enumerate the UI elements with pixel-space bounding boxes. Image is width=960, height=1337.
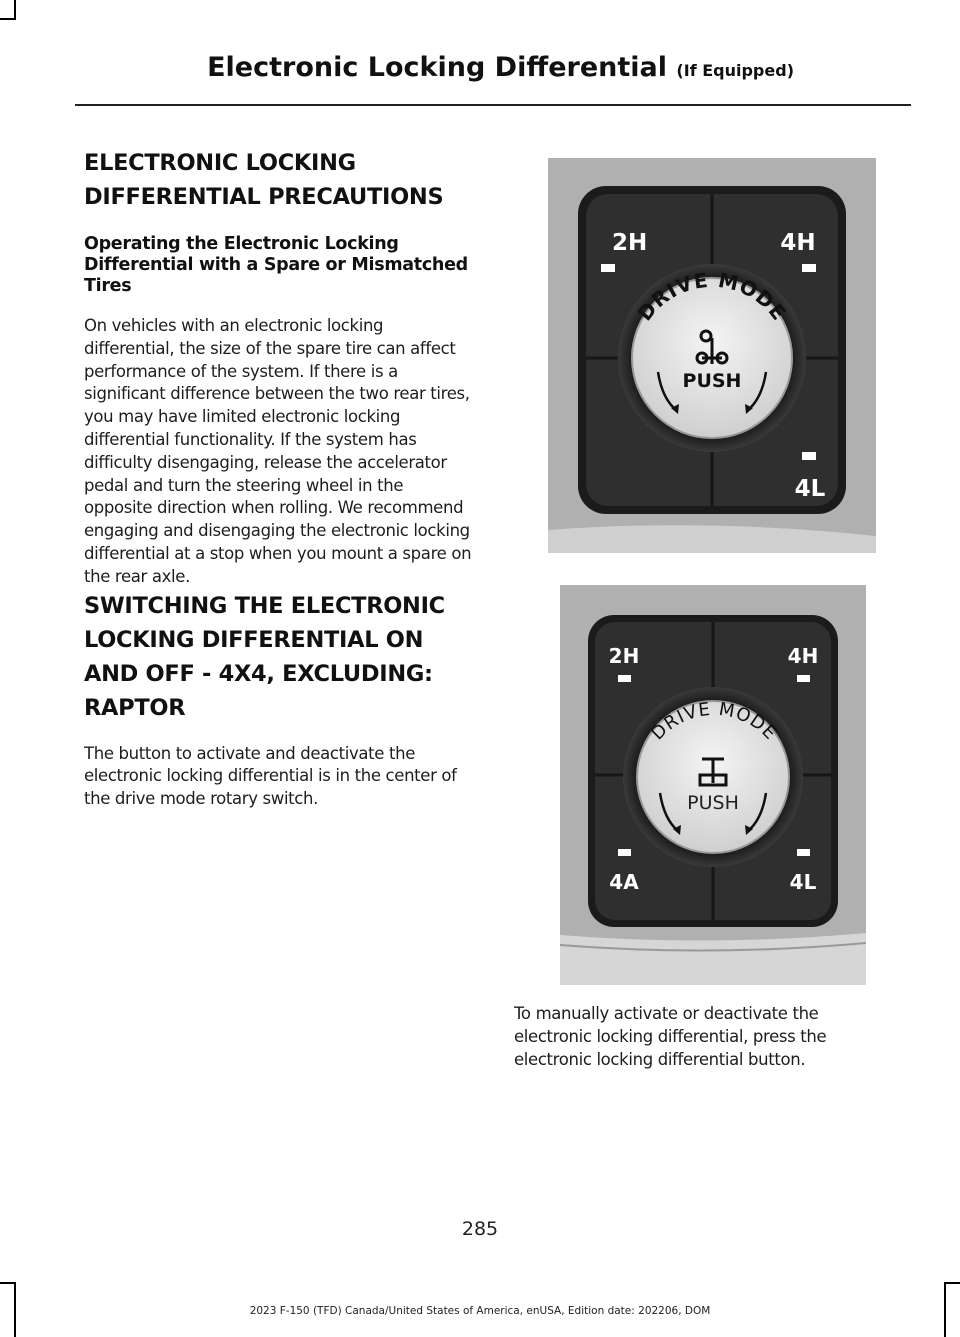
indicator-top-right <box>802 264 816 272</box>
section-heading-precautions: ELECTRONIC LOCKING DIFFERENTIAL PRECAUTIONS <box>84 150 444 210</box>
page-number: 285 <box>461 1218 499 1240</box>
mode-label-top-left: 2H <box>608 644 640 668</box>
mode-label-top-right: 4H <box>780 230 816 256</box>
header-rule <box>75 104 911 106</box>
paragraph-spare-tires: On vehicles with an electronic locking differential, the size of the spare tire can affect performance of the system. If there is a significant difference between the two rear tires, you may have limited electronic locking differential functionality. If the system has difficulty disengaging, release the accelerator pedal and turn the steering wheel in the opposite direction when rolling. We recommend engaging and disengaging the electronic locking differential at a stop when you mount a spare on the rear axle. <box>84 316 472 586</box>
paragraph-button-location: The button to activate and deactivate the electronic locking differential is in the center of the drive mode rotary switch. <box>84 743 457 809</box>
mode-label-bottom-right: 4L <box>794 476 826 502</box>
drive-mode-switch-figure-2 <box>560 585 866 985</box>
page-footer: 2023 F-150 (TFD) Canada/United States of America, enUSA, Edition date: 202206, DOM <box>249 1305 711 1317</box>
mode-label-top-right: 4H <box>787 644 819 668</box>
indicator-top-left <box>601 264 615 272</box>
dial-text: DRIVE MODE <box>647 698 781 745</box>
figure-caption: To manually activate or deactivate the electronic locking differential, press the electronic locking differential button. <box>514 1004 827 1069</box>
indicator-top-left <box>618 675 631 682</box>
dial-text: DRIVE MODE <box>632 267 792 326</box>
indicator-bottom-right <box>802 452 816 460</box>
crop-mark <box>14 0 16 20</box>
page-header-title <box>207 52 794 83</box>
mode-label-top-left: 2H <box>612 230 648 256</box>
indicator-bottom-right <box>797 849 810 856</box>
header-qualifier: (If Equipped) <box>676 61 794 80</box>
drive-mode-switch-illustration <box>560 585 866 985</box>
mode-label-bottom-right: 4L <box>789 870 817 894</box>
push-button-label[interactable]: PUSH <box>687 792 739 814</box>
section-heading-switching: SWITCHING THE ELECTRONIC LOCKING DIFFERENTIAL ON AND OFF - 4X4, EXCLUDING: RAPTOR <box>84 592 445 721</box>
indicator-bottom-left <box>618 849 631 856</box>
crop-mark <box>0 1282 16 1284</box>
drive-mode-switch-figure-1 <box>548 158 876 553</box>
subheading-spare-tires: Operating the Electronic Locking Differential with a Spare or Mismatched Tires <box>84 234 468 296</box>
header-title-text: Electronic Locking Differential <box>207 52 668 83</box>
panel-lower-trim <box>560 933 866 985</box>
mode-label-bottom-left: 4A <box>609 870 639 894</box>
left-column <box>84 146 476 811</box>
push-button-label[interactable]: PUSH <box>682 370 742 392</box>
indicator-top-right <box>797 675 810 682</box>
drive-mode-switch-illustration <box>548 158 876 553</box>
crop-mark <box>944 1282 960 1284</box>
crop-mark <box>0 18 16 20</box>
